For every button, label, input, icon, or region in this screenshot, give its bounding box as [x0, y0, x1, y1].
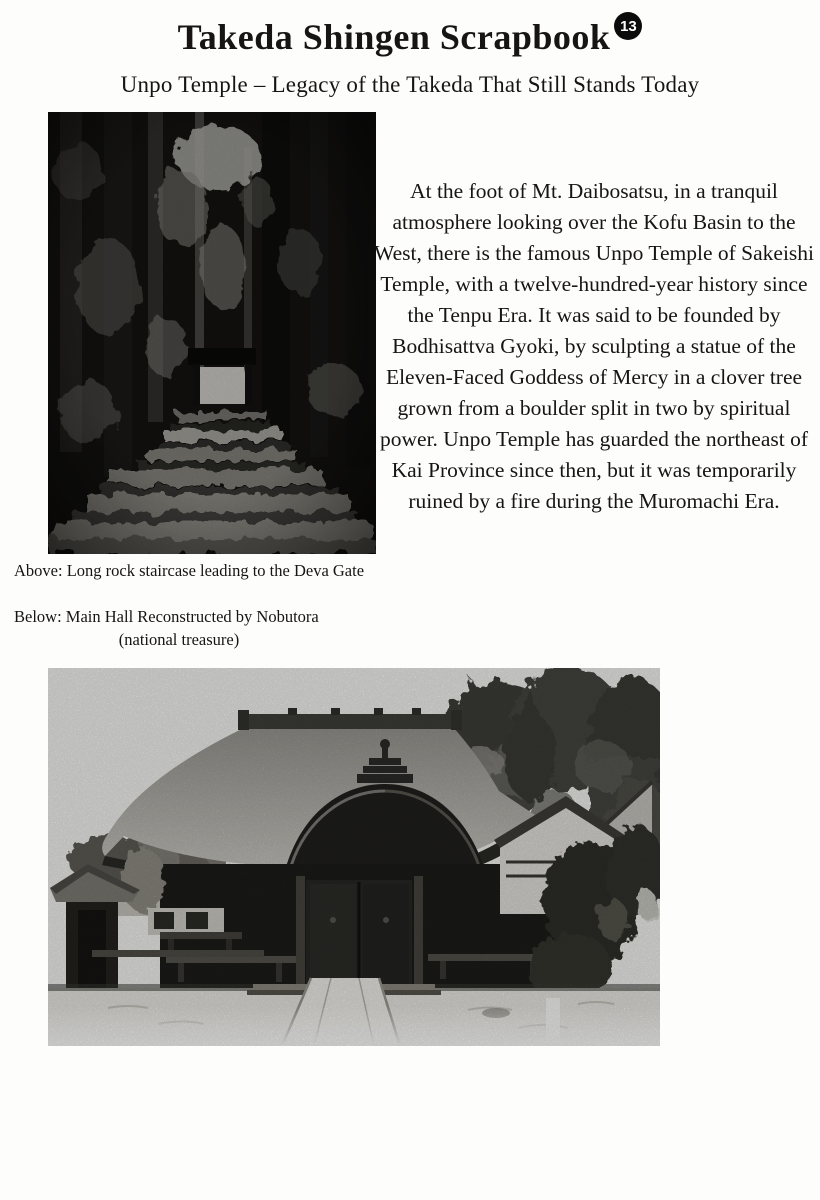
- main-hall-photo: [48, 668, 660, 1046]
- caption-below-line2: (national treasure): [118, 630, 240, 649]
- page-subtitle: Unpo Temple – Legacy of the Takeda That Still Stands Today: [120, 72, 700, 97]
- main-hall-photo-art: [48, 668, 660, 1046]
- staircase-photo: [48, 112, 376, 554]
- caption-above: Above: Long rock staircase leading to the Deva Gate: [14, 561, 365, 580]
- page-title: Takeda Shingen Scrapbook: [177, 17, 611, 57]
- caption-below-line1: Below: Main Hall Reconstructed by Nobutora: [14, 607, 319, 626]
- page-number-badge: 13: [614, 12, 642, 40]
- staircase-photo-art: [48, 112, 376, 554]
- body-paragraph: At the foot of Mt. Daibosatsu, in a tranquil atmosphere looking over the Kofu Basin to the West, there is the famous Unpo Temple of Sakeishi Temple, with a twelve-hundred-year history since the Tenpu Era. It was said to be founded by Bodhisattva Gyoki, by sculpting a statue of the Eleven-Faced Goddess of Mercy in a clover tree grown from a boulder split in two by spiritual power. Unpo Temple has guarded the northeast of Kai Province since then, but it was temporarily ruined by a fire during the Muromachi Era.: [374, 179, 815, 513]
- page-header: [0, 18, 820, 58]
